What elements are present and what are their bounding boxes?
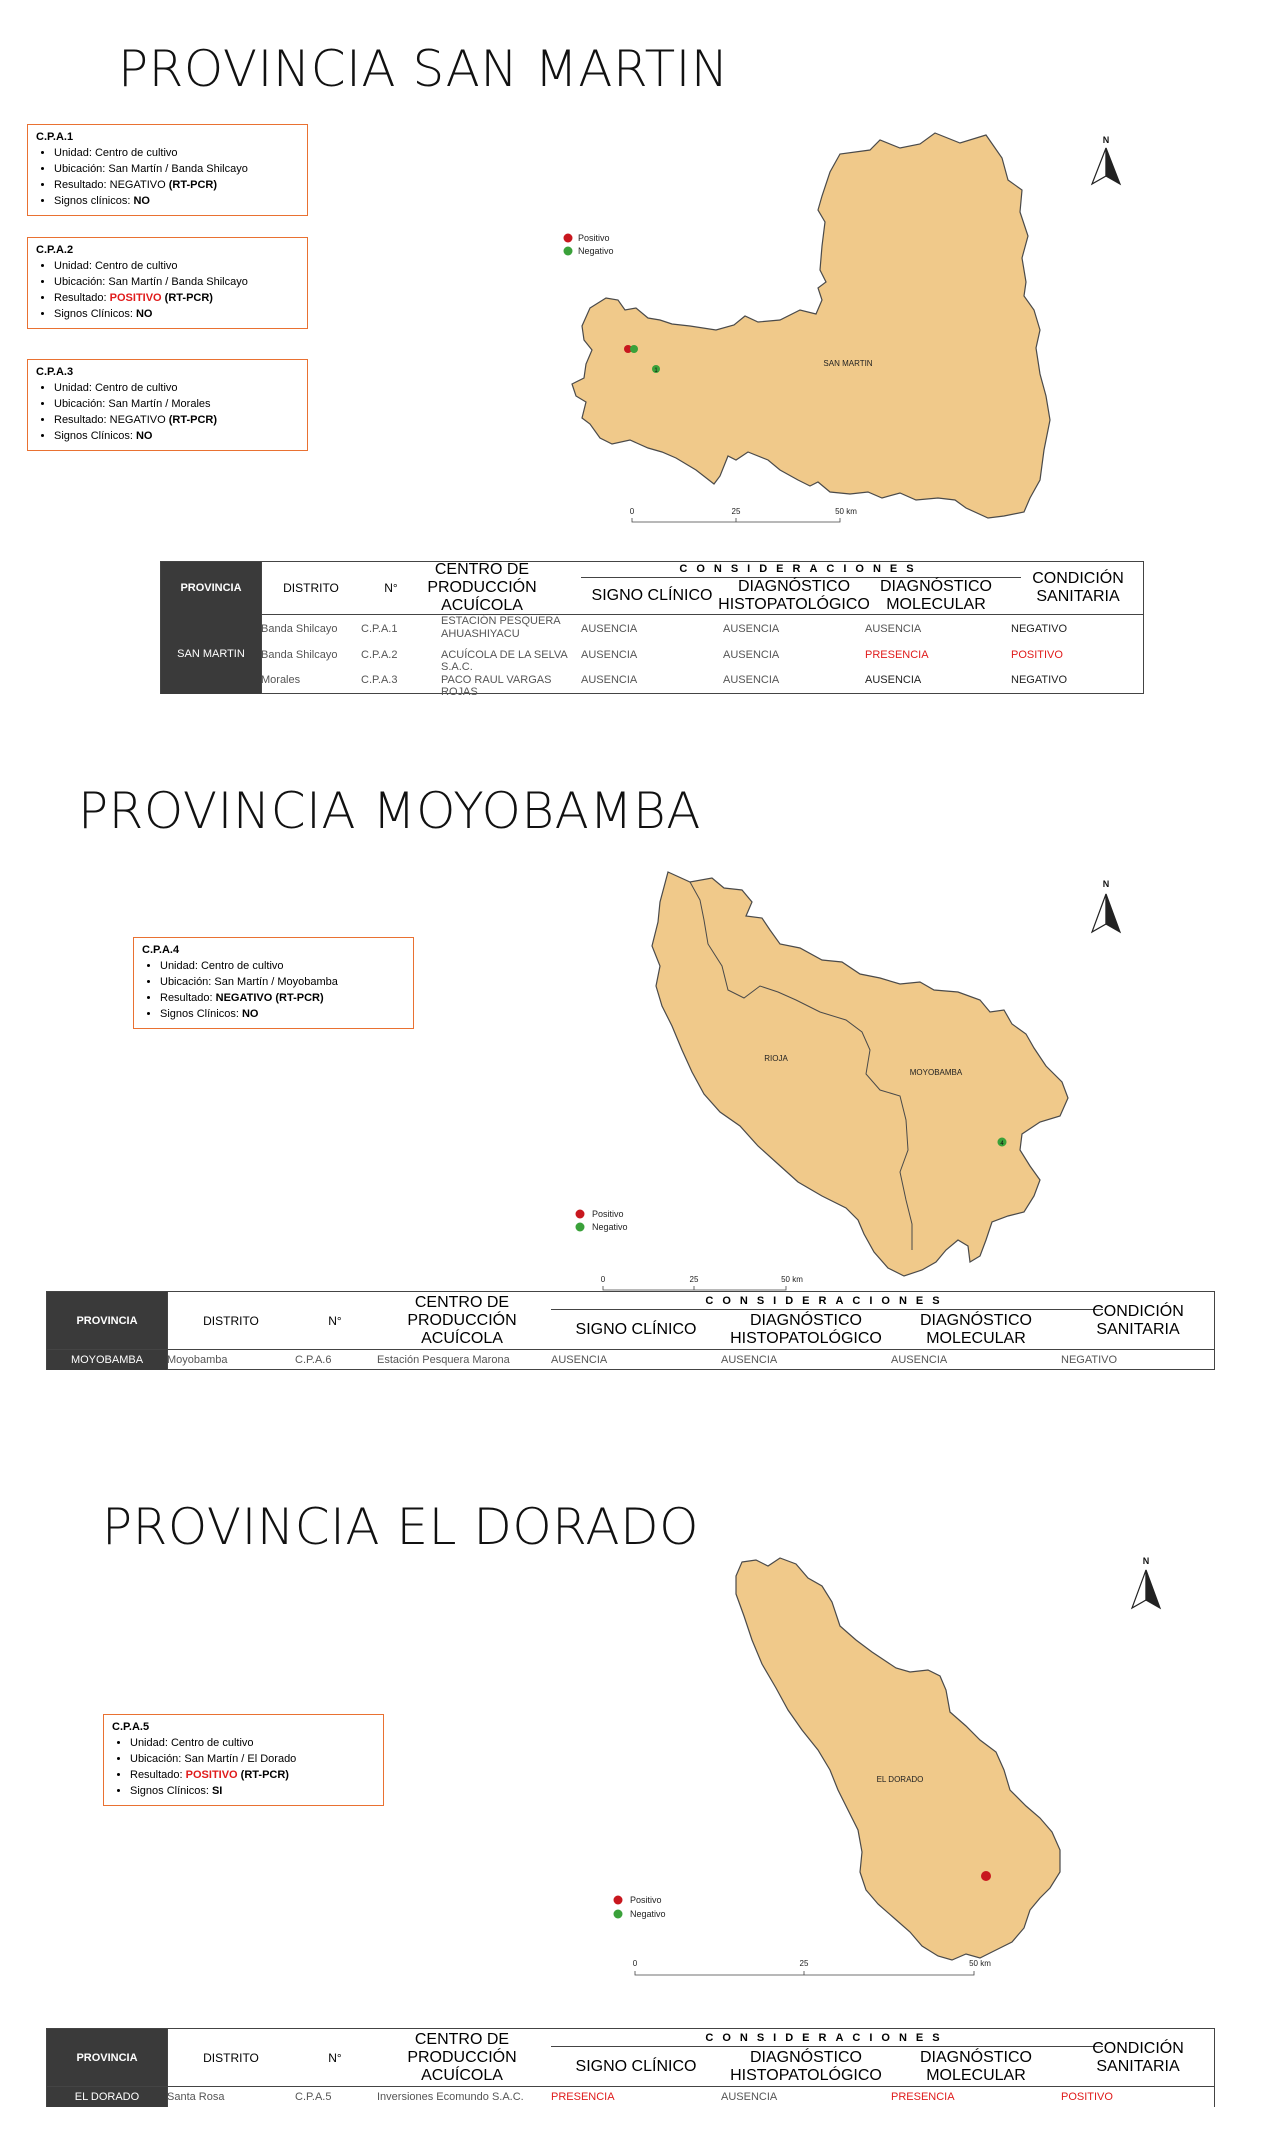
cell-molec: AUSENCIA <box>865 674 922 686</box>
section-title-moyobamba: PROVINCIA MOYOBAMBA <box>78 782 701 840</box>
col-header-center: CENTRO DE PRODUCCIÓN ACUÍCOLA <box>407 1293 517 1347</box>
col-header-num: N° <box>384 581 398 595</box>
cell-district: Banda Shilcayo <box>261 623 338 635</box>
box-heading: C.P.A.1 <box>36 131 74 143</box>
province-value-cell: MOYOBAMBA <box>47 1349 167 1370</box>
region-label-el-dorado: EL DORADO <box>876 1775 924 1784</box>
legend-negative-label: Negativo <box>630 1909 666 1919</box>
cell-district: Morales <box>261 674 301 686</box>
cell-condition: NEGATIVO <box>1011 623 1068 635</box>
box-heading: C.P.A.5 <box>112 1721 150 1733</box>
province-header-cell: PROVINCIA <box>47 2029 167 2086</box>
cell-condition: NEGATIVO <box>1061 1354 1118 1366</box>
col-header-histo: DIAGNÓSTICO HISTOPATOLÓGICO <box>718 578 870 613</box>
scale-label-50: 50 km <box>781 1275 803 1284</box>
cell-num: C.P.A.6 <box>295 1354 332 1366</box>
cell-district: Banda Shilcayo <box>261 649 338 661</box>
cell-sign: PRESENCIA <box>551 2091 615 2103</box>
cell-center: ESTACIÓN PESQUERA AHUASHIYACU <box>441 615 560 640</box>
box-item: • Signos Clínicos: NO <box>54 306 299 322</box>
legend-positive-label: Positivo <box>592 1209 624 1219</box>
box-item: • Resultado: POSITIVO (RT-PCR) <box>54 290 299 306</box>
cell-district: Santa Rosa <box>167 2091 225 2103</box>
cell-center: ACUÍCOLA DE LA SELVA S.A.C. <box>441 649 568 673</box>
box-item: • Signos clínicos: NO <box>54 193 299 209</box>
cell-histo: AUSENCIA <box>721 1354 778 1366</box>
col-header-num: N° <box>328 2050 342 2065</box>
box-item: • Resultado: POSITIVO (RT-PCR) <box>130 1767 375 1783</box>
cell-num: C.P.A.2 <box>361 649 398 661</box>
cell-condition: POSITIVO <box>1011 649 1063 661</box>
scale-label-0: 0 <box>632 1959 638 1968</box>
scale-bar <box>635 1971 974 1975</box>
box-heading: C.P.A.2 <box>36 244 74 256</box>
cell-condition: NEGATIVO <box>1011 674 1068 686</box>
box-item: • Ubicación: San Martín / Moyobamba <box>160 974 405 990</box>
col-header-sign: SIGNO CLÍNICO <box>591 587 713 604</box>
box-heading: C.P.A.3 <box>36 366 74 378</box>
province-header-cell: PROVINCIA <box>161 562 261 614</box>
box-item: • Ubicación: San Martín / Banda Shilcayo <box>54 161 299 177</box>
region-label-san-martin: SAN MARTIN <box>823 359 873 368</box>
cell-condition: POSITIVO <box>1061 2091 1113 2103</box>
col-header-molec: DIAGNÓSTICO MOLECULAR <box>919 2048 1032 2084</box>
box-heading: C.P.A.4 <box>142 944 180 956</box>
box-item: • Signos Clínicos: NO <box>160 1006 405 1022</box>
col-header-condition: CONDICIÓN SANITARIA <box>1032 570 1124 605</box>
scale-label-50: 50 km <box>969 1959 991 1968</box>
north-arrow-icon <box>1132 1556 1160 1608</box>
cell-molec: PRESENCIA <box>891 2091 955 2103</box>
col-header-num: N° <box>328 1313 342 1328</box>
cell-histo: AUSENCIA <box>723 623 780 635</box>
scale-label-50: 50 km <box>835 507 857 516</box>
svg-text:N: N <box>1102 879 1110 889</box>
scale-label-25: 25 <box>799 1959 809 1968</box>
col-header-district: DISTRITO <box>203 2050 259 2065</box>
box-item: • Resultado: NEGATIVO (RT-PCR) <box>54 412 299 428</box>
cell-molec: PRESENCIA <box>865 649 929 661</box>
scale-label-0: 0 <box>600 1275 606 1284</box>
point-label: 1 <box>654 368 658 374</box>
legend-positive-label: Positivo <box>630 1895 662 1905</box>
legend-negative-label: Negativo <box>578 246 614 256</box>
box-item: • Resultado: NEGATIVO (RT-PCR) <box>160 990 405 1006</box>
box-item: • Resultado: NEGATIVO (RT-PCR) <box>54 177 299 193</box>
box-item: • Unidad: Centro de cultivo <box>54 258 299 274</box>
table-el-dorado <box>46 2028 1215 2107</box>
col-header-district: DISTRITO <box>203 1313 259 1328</box>
scale-label-25: 25 <box>731 507 741 516</box>
region-el-dorado-shape <box>736 1558 1060 1960</box>
col-header-condition: CONDICIÓN SANITARIA <box>1092 2039 1184 2075</box>
point-positive <box>981 1871 991 1881</box>
point-label: 4 <box>1000 1141 1004 1147</box>
cell-sign: AUSENCIA <box>581 649 638 661</box>
considerations-header: CONSIDERACIONES <box>705 2032 949 2044</box>
svg-text:N: N <box>1142 1556 1150 1566</box>
cell-molec: AUSENCIA <box>891 1354 948 1366</box>
cell-center: Estación Pesquera Marona <box>377 1354 510 1366</box>
svg-text:N: N <box>1102 135 1110 145</box>
cell-num: C.P.A.5 <box>295 2091 332 2103</box>
scale-label-0: 0 <box>629 507 635 516</box>
col-header-district: DISTRITO <box>283 581 339 595</box>
box-item: • Unidad: Centro de cultivo <box>54 145 299 161</box>
box-item: • Ubicación: San Martín / Banda Shilcayo <box>54 274 299 290</box>
province-value-cell: SAN MARTIN <box>161 614 261 694</box>
legend-negative-dot <box>614 1910 623 1919</box>
legend-positive-dot <box>614 1896 623 1905</box>
cell-sign: AUSENCIA <box>581 623 638 635</box>
col-header-center: CENTRO DE PRODUCCIÓN ACUÍCOLA <box>427 561 537 614</box>
table-row <box>167 2087 1214 2107</box>
region-label-moyobamba: MOYOBAMBA <box>909 1068 963 1077</box>
col-header-molec: DIAGNÓSTICO MOLECULAR <box>879 578 992 613</box>
considerations-header: CONSIDERACIONES <box>705 1295 949 1307</box>
box-item: • Unidad: Centro de cultivo <box>130 1735 375 1751</box>
cell-num: C.P.A.3 <box>361 674 398 686</box>
col-header-molec: DIAGNÓSTICO MOLECULAR <box>919 1311 1032 1347</box>
cell-district: Moyobamba <box>167 1354 228 1366</box>
cell-histo: AUSENCIA <box>723 649 780 661</box>
col-header-condition: CONDICIÓN SANITARIA <box>1092 1302 1184 1338</box>
col-header-histo: DIAGNÓSTICO HISTOPATOLÓGICO <box>730 1311 882 1347</box>
section-title-el-dorado: PROVINCIA EL DORADO <box>102 1498 699 1556</box>
box-item: • Signos Clínicos: NO <box>54 428 299 444</box>
cell-molec: AUSENCIA <box>865 623 922 635</box>
scale-label-25: 25 <box>689 1275 699 1284</box>
legend-negative-label: Negativo <box>592 1222 628 1232</box>
cell-sign: AUSENCIA <box>551 1354 608 1366</box>
cell-sign: AUSENCIA <box>581 674 638 686</box>
col-header-sign: SIGNO CLÍNICO <box>575 2057 697 2075</box>
region-label-rioja: RIOJA <box>764 1054 788 1063</box>
section-title-san-martin: PROVINCIA SAN MARTIN <box>118 40 729 98</box>
cell-histo: AUSENCIA <box>723 674 780 686</box>
cell-histo: AUSENCIA <box>721 2091 778 2103</box>
province-header-cell: PROVINCIA <box>47 1292 167 1349</box>
box-item: • Signos Clínicos: SI <box>130 1783 375 1799</box>
col-header-histo: DIAGNÓSTICO HISTOPATOLÓGICO <box>730 2048 882 2084</box>
cell-center: Inversiones Ecomundo S.A.C. <box>377 2091 524 2103</box>
box-item: • Ubicación: San Martín / El Dorado <box>130 1751 375 1767</box>
box-item: • Unidad: Centro de cultivo <box>54 380 299 396</box>
col-header-sign: SIGNO CLÍNICO <box>575 1320 697 1338</box>
cell-num: C.P.A.1 <box>361 623 398 635</box>
cell-center: PACO RAUL VARGAS ROJAS <box>441 674 552 698</box>
considerations-header: CONSIDERACIONES <box>679 563 923 575</box>
legend-positive-label: Positivo <box>578 233 610 243</box>
box-item: • Ubicación: San Martín / Morales <box>54 396 299 412</box>
col-header-center: CENTRO DE PRODUCCIÓN ACUÍCOLA <box>407 2030 517 2084</box>
province-value-cell: EL DORADO <box>47 2086 167 2107</box>
box-item: • Unidad: Centro de cultivo <box>160 958 405 974</box>
